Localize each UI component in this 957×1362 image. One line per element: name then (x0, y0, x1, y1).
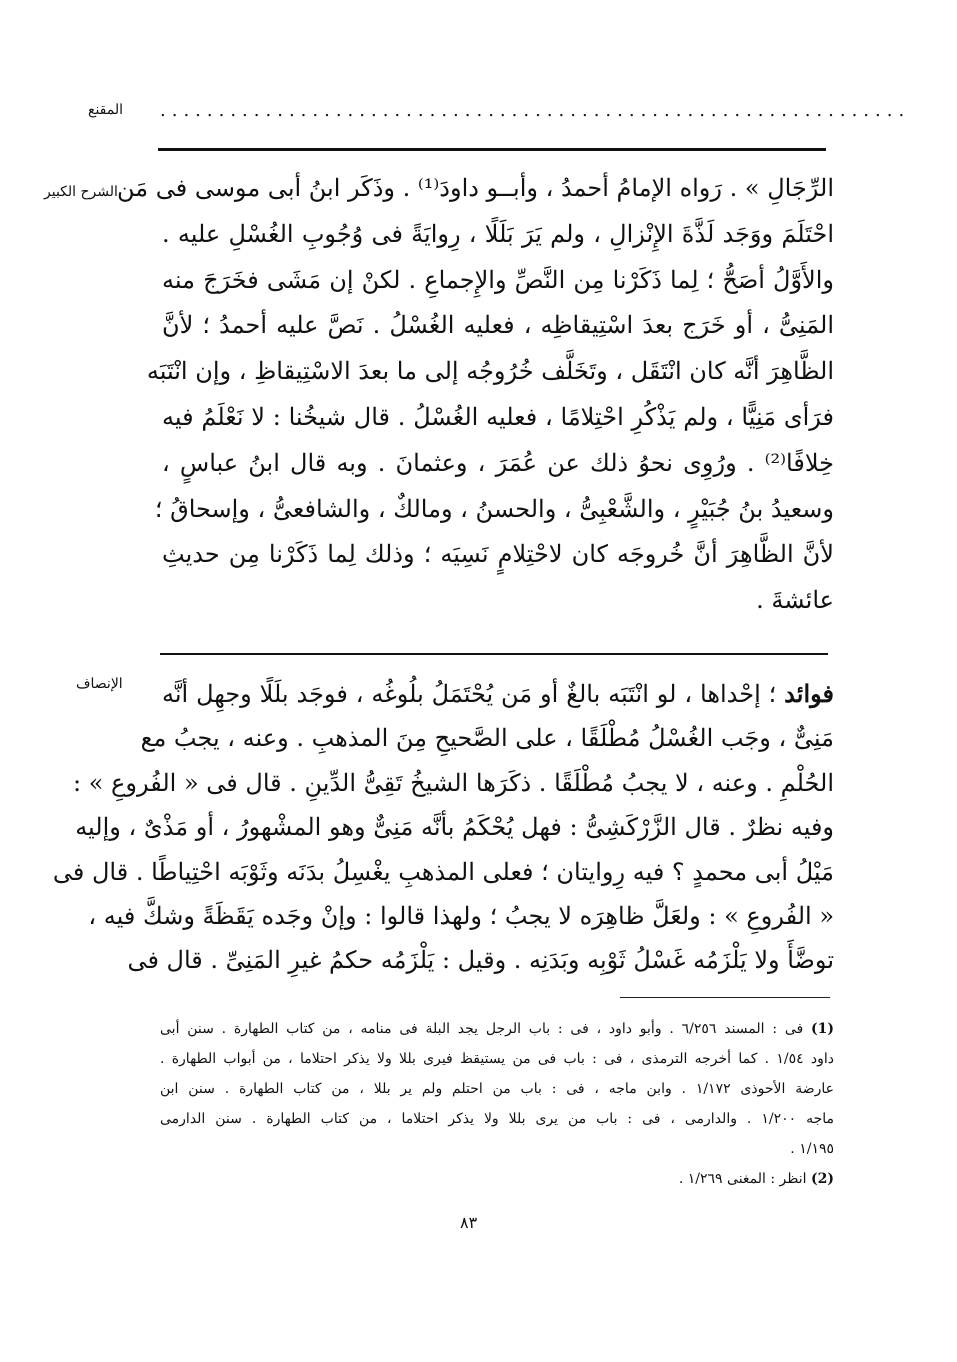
text-line: المَنِىُّ ، أو خَرَج بعدَ اسْتِيقاظِه ، فعليه الغُسْلُ . نَصَّ عليه أحمدُ ؛ لأنَّ (162, 311, 834, 340)
page-number: ٨٣ (460, 1213, 478, 1232)
text-line: وفيه نظرٌ . قال الزَّرْكَشِىُّ : فهل يُحْكَمُ بأنَّه مَنِىٌّ وهو المشْهورُ ، أو مَذْىٌ ، وإليه (75, 813, 834, 842)
text-line: مَيْلُ أبى محمدٍ ؟ فيه رِوايتان ؛ فعلى المذهبِ يغْسِلُ بدَنَه وثَوْبَه احْتِياطًا . قال فى (52, 857, 834, 886)
fawaid-heading: فوائد (784, 679, 834, 708)
text-line: مَنِىٌّ ، وجَب الغُسْلُ مُطْلَقًا ، على الصَّحيحِ مِنَ المذهبِ . وعنه ، يجبُ مع (140, 724, 834, 753)
footnote-text: ١/١٩٥ . (790, 1141, 834, 1157)
footnote-line (160, 1044, 834, 1074)
footnotes (160, 1014, 834, 1194)
text-line: لأنَّ الظَّاهِرَ أنَّ خُروجَه كان لاحْتِلامٍ نَسِيَه ؛ وذلك لِما ذَكَرْنا مِن حديثِ (162, 540, 834, 569)
text-line: فرَأى مَنِيًّا ، ولم يَذْكُرِ احْتِلامًا ، فعليه الغُسْلُ . قال شيخُنا : لا نَعْلَمُ فيه (162, 402, 834, 431)
text-line: خِلافًا⁽²⁾ . ورُوِى نحوُ ذلك عن عُمَرَ ، وعثمانَ . وبه قال ابنُ عباسٍ ، (162, 448, 834, 477)
footnote-number: (1) (811, 1021, 834, 1037)
text-line: الحُلْمِ . وعنه ، لا يجبُ مُطْلَقًا . ذكَرَها الشيخُ تَقِىُّ الدِّينِ . قال فى « الفُروعِ » : (73, 768, 834, 797)
text-line: توضَّأَ ولا يَلْزَمُه غَسْلُ ثَوْبِه وبَدَنِه . وقيل : يَلْزَمُه حكمُ غيرِ المَنِىِّ . قال فى (127, 946, 834, 975)
footnote-text: فى : المسند ٦/٢٥٦ . وأبو داود ، فى : باب الرجل يجد البلة فى منامه ، من كتاب الطهارة . سنن أبى (160, 1021, 804, 1037)
footnote-line (160, 1134, 834, 1164)
footnote-line (160, 1164, 834, 1194)
side-label-sharh: الشرح الكبير (44, 184, 118, 200)
text-line: « الفُروعِ » : ولعَلَّ ظاهِرَه لا يجبُ ؛ ولهذا قالوا : وإنْ وجَده يَقَظَةً وشكَّ فيه ، (88, 901, 834, 930)
footnote-text: انظر : المغنى ١/٢٦٩ . (678, 1171, 807, 1187)
footnote-text: داود ١/٥٤ . كما أخرجه الترمذى ، فى : باب فى من يستيقظ فيرى بللا ولا يذكر احتلاما ، من أبواب الطهارة . (160, 1051, 834, 1067)
running-title: المقنع (88, 102, 124, 118)
header-dotted-leader: ................................................................ (160, 100, 911, 121)
side-label-insaf: الإنصاف (76, 676, 123, 692)
footnote-rule (620, 997, 830, 998)
footnote-line (160, 1074, 834, 1104)
text-line: والأَوَّلُ أصَحُّ ؛ لِما ذَكَرْنا مِن النَّصِّ والإِجماعِ . لكنْ إن مَشَى فخَرَجَ منه (162, 265, 834, 294)
text-line: الظَّاهِرَ أنَّه كان انْتَقَل ، وتَخَلَّف خُرُوجُه إلى ما بعدَ الاسْتِيقاظِ ، وإن انْتَبَه (146, 357, 834, 386)
footnote-text: ماجه ١/٢٠٠ . والدارمى ، فى : باب من يرى بللا ولا يذكر احتلاما ، من كتاب الطهارة . سنن الدارمى (160, 1111, 835, 1127)
text-line: عائشةَ . (756, 586, 834, 615)
text-line: احْتَلَمَ ووَجَد لَذَّةَ الإِنْزالِ ، ولم يَرَ بَلَلًا ، رِوايَةً فى وُجُوبِ الغُسْلِ عليه . (162, 219, 834, 248)
text-line-content: ؛ إحْداها ، لو انْتَبَه بالغٌ أو مَن يُحْتَمَلُ بلُوغُه ، فوجَد بلَلًا وجهِل أنَّه (162, 680, 777, 708)
footnote-line (160, 1104, 834, 1134)
footnote-text: عارضة الأحوذى ١/١٧٢ . وابن ماجه ، فى : باب من احتلم ولم ير بللا ، من كتاب الطهارة . سنن ابن (160, 1081, 834, 1097)
text-line: وسعيدُ بنُ جُبَيْرٍ ، والشَّعْبِىُّ ، والحسنُ ، ومالكٌ ، والشافعىُّ ، وإسحاقُ ؛ (154, 494, 834, 523)
header-rule (158, 148, 826, 151)
text-line: الرِّجَالِ » . رَواه الإمامُ أحمدُ ، وأبــو داودَ⁽¹⁾ . وذَكَر ابنُ أبى موسى فى مَن (116, 174, 834, 202)
footnote-line (160, 1014, 834, 1044)
text-line (162, 672, 834, 716)
sharh-section (116, 166, 834, 624)
section-divider (160, 653, 828, 655)
footnote-number: (2) (811, 1171, 834, 1187)
